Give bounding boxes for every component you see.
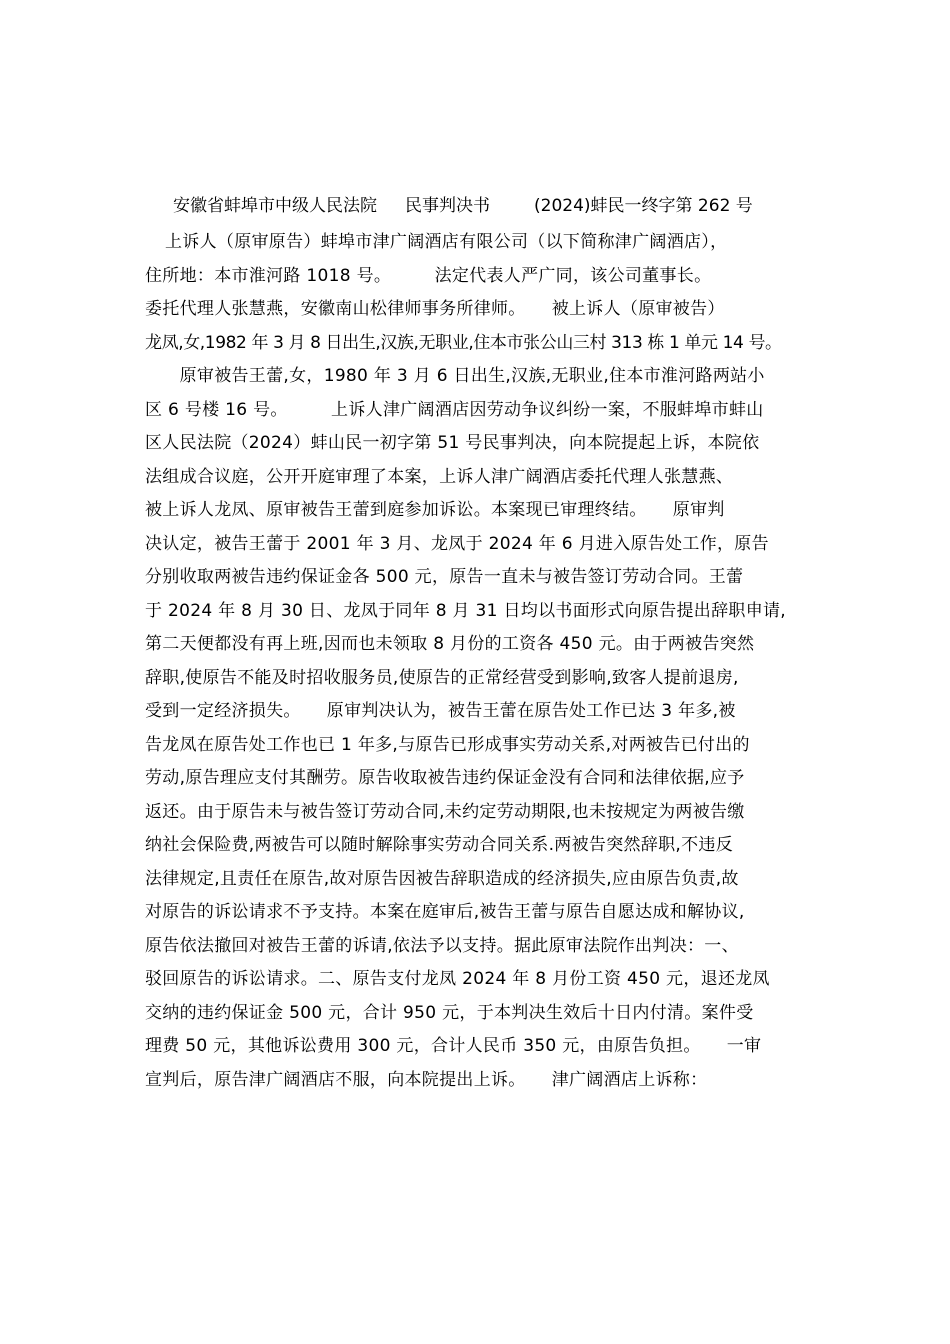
body-line: 于 2024 年 8 月 30 日、龙凤于同年 8 月 31 日均以书面形式向原告提出辞职申请,: [145, 600, 786, 621]
body-line: 交纳的违约保证金 500 元，合计 950 元，于本判决生效后十日内付清。案件受: [145, 1002, 754, 1023]
body-line: 理费 50 元，其他诉讼费用 300 元，合计人民币 350 元，由原告负担。 一审: [145, 1036, 762, 1056]
body-line: 原审被告王蕾,女，1980 年 3 月 6 日出生,汉族,无职业,住本市淮河路两站小: [145, 366, 765, 386]
body-line: 宣判后，原告津广阔酒店不服，向本院提出上诉。 津广阔酒店上诉称：: [145, 1069, 708, 1090]
body-line: 告龙凤在原告处工作也已 1 年多,与原告已形成事实劳动关系,对两被告已付出的: [145, 734, 750, 755]
body-line: 法律规定,且责任在原告,故对原告因被告辞职造成的经济损失,应由原告负责,故: [145, 868, 739, 889]
body-line: 辞职,使原告不能及时招收服务员,使原告的正常经营受到影响,致客人提前退房,: [145, 667, 739, 688]
body-line: 驳回原告的诉讼请求。二、原告支付龙凤 2024 年 8 月份工资 450 元，退还龙凤: [145, 969, 770, 989]
body-line: 纳社会保险费,两被告可以随时解除事实劳动合同关系.两被告突然辞职,不违反: [145, 835, 734, 855]
body-line: 决认定，被告王蕾于 2001 年 3 月、龙凤于 2024 年 6 月进入原告处工作，原告: [145, 533, 769, 554]
body-line: 委托代理人张慧燕，安徽南山松律师事务所律师。 被上诉人（原审被告）: [145, 299, 725, 319]
body-line: 区 6 号楼 16 号。 上诉人津广阔酒店因劳动争议纠纷一案，不服蚌埠市蚌山: [145, 399, 764, 420]
body-line: 返还。由于原告未与被告签订劳动合同,未约定劳动期限,也未按规定为两被告缴: [145, 801, 745, 822]
body-line: 分别收取两被告违约保证金各 500 元，原告一直未与被告签订劳动合同。王蕾: [145, 567, 744, 587]
document-body: [145, 226, 825, 1097]
case-number: (2024)蚌民一终字第 262 号: [534, 196, 753, 216]
body-line: 住所地：本市淮河路 1018 号。 法定代表人严广同，该公司董事长。: [145, 265, 712, 286]
court-name: 安徽省蚌埠市中级人民法院: [173, 196, 377, 216]
body-line: 龙凤,女,1982 年 3 月 8 日出生,汉族,无职业,住本市张公山三村 313 栋 1 单元 14 号。: [145, 332, 782, 353]
body-line: 法组成合议庭，公开开庭审理了本案，上诉人津广阔酒店委托代理人张慧燕、: [145, 466, 734, 487]
body-line: 第二天便都没有再上班,因而也未领取 8 月份的工资各 450 元。由于两被告突然: [145, 634, 755, 654]
body-line: 区人民法院（2024）蚌山民一初字第 51 号民事判决，向本院提起上诉，本院依: [145, 433, 760, 453]
body-line: 上诉人（原审原告）蚌埠市津广阔酒店有限公司（以下简称津广阔酒店），: [165, 232, 728, 252]
body-line: 对原告的诉讼请求不予支持。本案在庭审后,被告王蕾与原告自愿达成和解协议,: [145, 902, 745, 922]
document-type: 民事判决书: [405, 196, 490, 216]
document-header: [145, 191, 825, 221]
body-line: 原告依法撤回对被告王蕾的诉请,依法予以支持。据此原审法院作出判决：一、: [145, 935, 739, 956]
body-line: 劳动,原告理应支付其酬劳。原告收取被告违约保证金没有合同和法律依据,应予: [145, 768, 745, 788]
body-line: 受到一定经济损失。 原审判决认为，被告王蕾在原告处工作已达 3 年多,被: [145, 701, 736, 721]
body-line: 被上诉人龙凤、原审被告王蕾到庭参加诉讼。本案现已审理终结。 原审判: [145, 500, 725, 520]
